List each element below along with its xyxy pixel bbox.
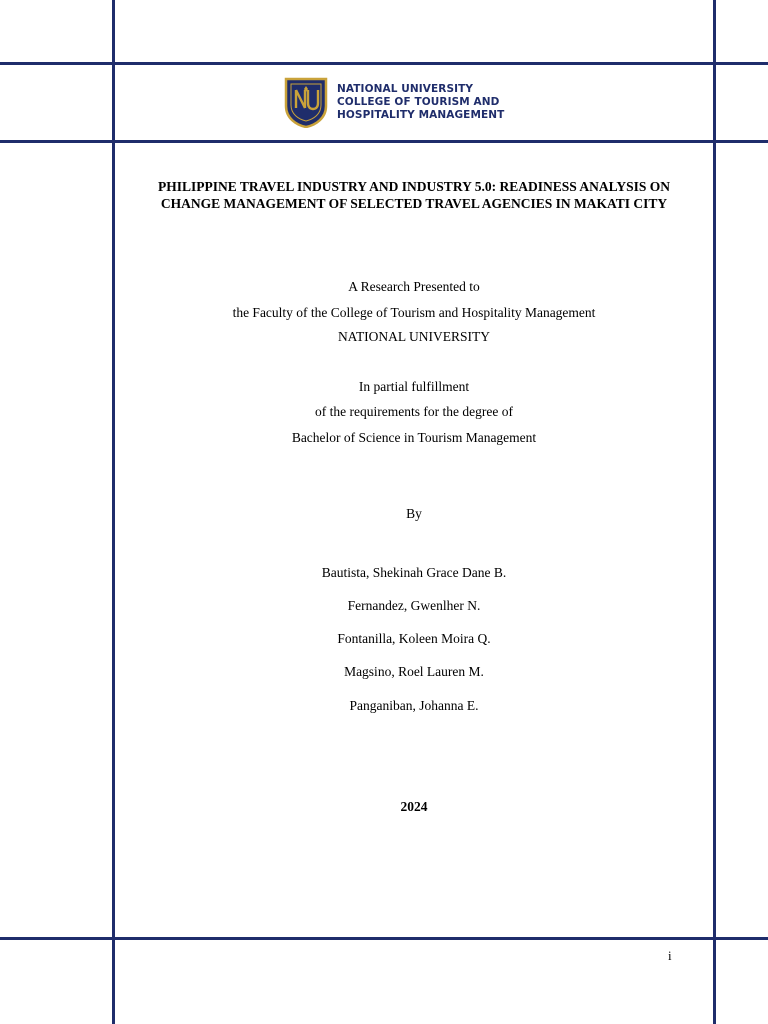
logo-line-1: NATIONAL UNIVERSITY xyxy=(337,82,474,95)
right-border-line xyxy=(713,0,716,1024)
logo-line-2: COLLEGE OF TOURISM AND xyxy=(337,95,500,108)
header-bottom-line xyxy=(0,140,768,143)
thesis-title: PHILIPPINE TRAVEL INDUSTRY AND INDUSTRY 5.0: READINESS ANALYSIS ON CHANGE MANAGEMENT OF SELECTED TRAVEL AGENCIES IN MAKATI CITY xyxy=(157,179,671,211)
presented-line-1: A Research Presented to xyxy=(348,279,480,294)
university-logo xyxy=(283,76,504,128)
author-name: Fernandez, Gwenlher N. xyxy=(347,598,481,613)
logo-line-3: HOSPITALITY MANAGEMENT xyxy=(337,108,505,121)
presented-line-2: the Faculty of the College of Tourism and Hospitality Management xyxy=(232,305,596,320)
fulfillment-line-3: Bachelor of Science in Tourism Management xyxy=(291,430,537,445)
header-top-line xyxy=(0,62,768,65)
author-name: Fontanilla, Koleen Moira Q. xyxy=(337,631,491,646)
author-name: Bautista, Shekinah Grace Dane B. xyxy=(321,565,507,580)
footer-line xyxy=(0,937,768,940)
author-name: Magsino, Roel Lauren M. xyxy=(344,664,484,679)
page-number: i xyxy=(668,948,672,963)
author-name: Panganiban, Johanna E. xyxy=(349,698,479,713)
nu-seal-icon xyxy=(283,76,329,128)
presented-line-3: NATIONAL UNIVERSITY xyxy=(337,329,491,344)
by-label: By xyxy=(406,506,422,521)
fulfillment-line-1: In partial fulfillment xyxy=(358,379,470,394)
year: 2024 xyxy=(400,799,428,814)
fulfillment-line-2: of the requirements for the degree of xyxy=(315,404,513,419)
logo-wordmark xyxy=(337,83,504,122)
